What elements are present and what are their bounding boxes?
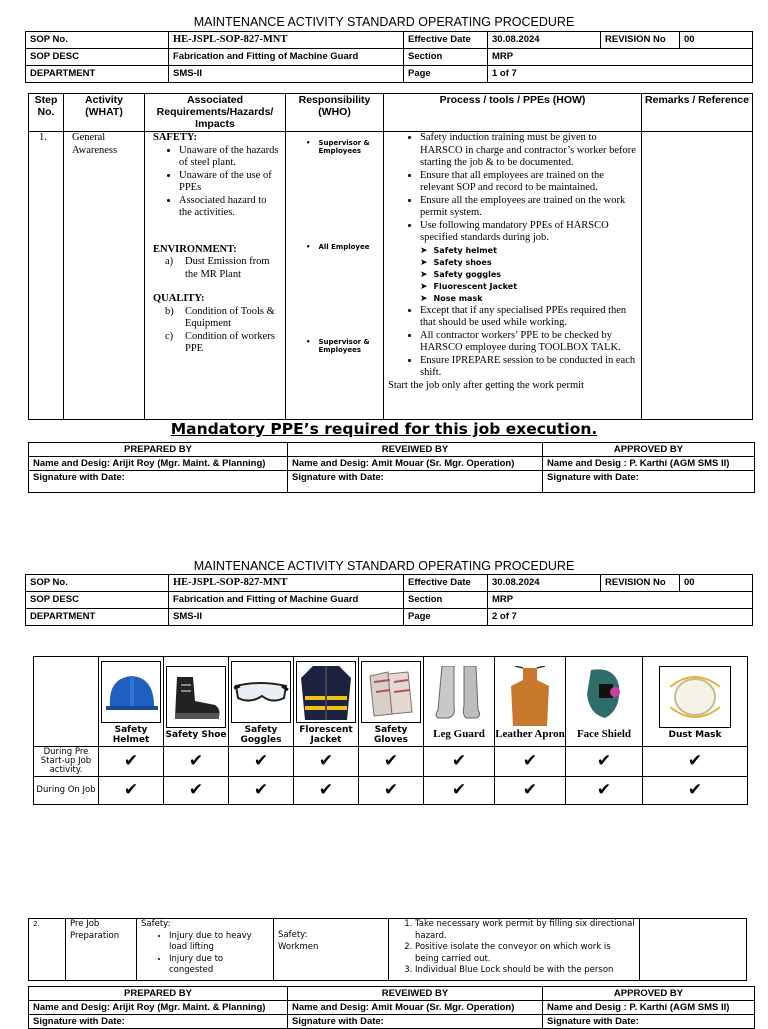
environment-heading: ENVIRONMENT: xyxy=(153,243,237,255)
header-process: Process / tools / PPEs (HOW) xyxy=(384,94,642,132)
safety-heading: SAFETY: xyxy=(153,132,197,143)
env-marker: a) xyxy=(165,256,174,267)
step2-hazard: • Injury due to heavy load lifting xyxy=(169,931,269,954)
header-responsibility: Responsibility (WHO) xyxy=(286,94,384,132)
who-3: Supervisor & Employees xyxy=(318,338,370,354)
check-icon: ✔ xyxy=(123,779,139,800)
header-activity: Activity (WHAT) xyxy=(64,94,145,132)
ppe-label: Safety Shoe xyxy=(165,729,227,740)
header-remarks: Remarks / Reference xyxy=(642,94,753,132)
approved-signature: Signature with Date: xyxy=(543,471,755,493)
safety-gloves-icon xyxy=(361,661,421,723)
effective-label: Effective Date xyxy=(404,32,488,49)
ppe-matrix-table xyxy=(33,656,748,805)
ppe-check-cell xyxy=(99,747,164,777)
approved-by-label: APPROVED BY xyxy=(543,987,755,1001)
ppe-label: Safety Helmet xyxy=(112,724,150,745)
step2-process-item: 3. Individual Blue Lock should be with the person xyxy=(415,965,635,977)
safety-shoe-icon xyxy=(166,666,226,728)
prepared-signature: Signature with Date: xyxy=(29,471,288,493)
ppe-column-gloves xyxy=(359,657,424,747)
prepared-by-label: PREPARED BY xyxy=(29,987,288,1001)
sop-desc-label: SOP DESC xyxy=(26,49,169,66)
quality-marker: c) xyxy=(165,330,174,342)
who-2: All Employee xyxy=(318,243,370,251)
step2-safety-label: Safety: xyxy=(141,919,171,929)
sop-no-value: HE-JSPL-SOP-827-MNT xyxy=(169,32,404,49)
process-item: • Ensure that all employees are trained on the relevant SOP and record to be maintained. xyxy=(420,170,637,195)
process-item: • Safety induction training must be given to HARSCO in charge and contractor’s worker before starting the job & to be documented. xyxy=(420,132,637,170)
process-item: • All contractor workers’ PPE to be checked by HARSCO employee during TOOLBOX TALK. xyxy=(420,330,637,355)
step2-process-cell xyxy=(389,919,640,981)
who-1: Supervisor & Employees xyxy=(318,139,370,155)
section-value: MRP xyxy=(488,49,753,66)
page1-info-table xyxy=(25,31,753,83)
ppe-list-item: ➤ Safety shoes xyxy=(420,257,637,269)
reviewed-by-label: REVEIWED BY xyxy=(288,443,543,457)
ppe-check-cell xyxy=(294,777,359,805)
step2-who xyxy=(274,919,389,981)
step2-process-item: 1. Take necessary work permit by filling six directional hazard. xyxy=(415,919,635,942)
step2-who-text: Safety: Workmen xyxy=(278,930,319,952)
ppe-column-shoe xyxy=(164,657,229,747)
check-icon: ✔ xyxy=(687,750,703,771)
ppe-check-cell xyxy=(229,747,294,777)
ppe-check-cell xyxy=(643,747,748,777)
sop-steps-table xyxy=(28,93,753,420)
check-icon: ✔ xyxy=(253,750,269,771)
check-icon: ✔ xyxy=(383,750,399,771)
revision-value: 00 xyxy=(680,575,753,592)
remarks-cell xyxy=(642,132,753,420)
approved-by-name: Name and Desig : P. Karthi (AGM SMS II) xyxy=(543,1001,755,1015)
ppe-label: Leg Guard xyxy=(433,727,485,740)
prepared-by-name: Name and Desig: Arijit Roy (Mgr. Maint. & Planning) xyxy=(29,1001,288,1015)
quality-item: Condition of Tools & Equipment xyxy=(185,305,275,329)
ppe-check-cell xyxy=(294,747,359,777)
check-icon: ✔ xyxy=(318,750,334,771)
approved-signature: Signature with Date: xyxy=(543,1015,755,1029)
approved-by-label: APPROVED BY xyxy=(543,443,755,457)
safety-goggles-icon xyxy=(231,661,291,723)
check-icon: ✔ xyxy=(451,779,467,800)
reviewed-signature: Signature with Date: xyxy=(288,471,543,493)
check-icon: ✔ xyxy=(123,750,139,771)
ppe-list-item: ➤ Safety helmet xyxy=(420,245,637,257)
effective-label: Effective Date xyxy=(404,575,488,592)
reviewed-by-name: Name and Desig: Amit Mouar (Sr. Mgr. Operation) xyxy=(288,1001,543,1015)
effective-value: 30.08.2024 xyxy=(488,575,601,592)
process-item: • Ensure IPREPARE session to be conducted in each shift. xyxy=(420,355,637,380)
check-icon: ✔ xyxy=(188,750,204,771)
department-value: SMS-II xyxy=(169,66,404,83)
sop-no-label: SOP No. xyxy=(26,32,169,49)
page-label: Page xyxy=(404,609,488,626)
safety-helmet-icon xyxy=(101,661,161,723)
step2-activity: Pre Job Preparation xyxy=(66,919,137,981)
revision-value: 00 xyxy=(680,32,753,49)
responsibility-cell: • Supervisor & Employees • All Employee • Supervisor & Employees xyxy=(286,132,384,420)
check-icon: ✔ xyxy=(596,750,612,771)
revision-label: REVISION No xyxy=(601,32,680,49)
quality-item: Condition of workers PPE xyxy=(185,330,275,354)
ppe-column-goggles xyxy=(229,657,294,747)
ppe-check-cell xyxy=(495,747,566,777)
step2-number: 2. xyxy=(29,919,66,981)
ppe-check-cell xyxy=(164,747,229,777)
ppe-check-cell xyxy=(495,777,566,805)
check-icon: ✔ xyxy=(451,750,467,771)
ppe-check-cell xyxy=(359,747,424,777)
quality-heading: QUALITY: xyxy=(153,293,205,304)
reviewed-by-label: REVEIWED BY xyxy=(288,987,543,1001)
check-icon: ✔ xyxy=(596,779,612,800)
process-cell xyxy=(384,132,642,420)
page-value: 1 of 7 xyxy=(488,66,753,83)
check-icon: ✔ xyxy=(383,779,399,800)
approved-by-name: Name and Desig : P. Karthi (AGM SMS II) xyxy=(543,457,755,471)
ppe-label: Leather Apron xyxy=(495,727,565,740)
check-icon: ✔ xyxy=(253,779,269,800)
env-item: Dust Emission from the MR Plant xyxy=(185,256,270,280)
ppe-check-cell xyxy=(424,747,495,777)
safety-item: • Unaware of the hazards of steel plant. xyxy=(179,145,281,170)
effective-value: 30.08.2024 xyxy=(488,32,601,49)
page2-signature-table xyxy=(28,986,755,1029)
ppe-label: Safety Gloves xyxy=(374,724,408,745)
ppe-check-cell xyxy=(566,747,643,777)
safety-item: • Unaware of the use of PPEs xyxy=(179,170,281,195)
ppe-column-apron xyxy=(495,657,566,747)
leather-apron-icon xyxy=(501,666,559,726)
page1-signature-table xyxy=(28,442,755,493)
ppe-label: Dust Mask xyxy=(668,729,722,740)
step-activity: General Awareness xyxy=(64,132,145,420)
revision-label: REVISION No xyxy=(601,575,680,592)
step2-hazards-cell xyxy=(137,919,274,981)
page2-info-table xyxy=(25,574,753,626)
sop-no-label: SOP No. xyxy=(26,575,169,592)
sop-desc-label: SOP DESC xyxy=(26,592,169,609)
ppe-column-face-shield xyxy=(566,657,643,747)
ppe-column-dust-mask xyxy=(643,657,748,747)
process-item: • Except that if any specialised PPEs required then that should be used while working. xyxy=(420,305,637,330)
page1-title: MAINTENANCE ACTIVITY STANDARD OPERATING PROCEDURE xyxy=(193,15,575,29)
ppe-check-cell xyxy=(99,777,164,805)
sop-desc-value: Fabrication and Fitting of Machine Guard xyxy=(169,49,404,66)
ppe-list-item: ➤ Fluorescent Jacket xyxy=(420,281,637,293)
face-shield-icon xyxy=(575,666,633,726)
ppe-list-item: ➤ Safety goggles xyxy=(420,269,637,281)
step2-hazard: • Injury due to congested xyxy=(169,954,269,977)
ppe-column-leg-guard xyxy=(424,657,495,747)
ppe-check-cell xyxy=(643,777,748,805)
process-item: • Ensure all the employees are trained on the work permit system. xyxy=(420,195,637,220)
sop-no-value: HE-JSPL-SOP-827-MNT xyxy=(169,575,404,592)
reviewed-by-name: Name and Desig: Amit Mouar (Sr. Mgr. Operation) xyxy=(288,457,543,471)
ppe-label: Florescent Jacket xyxy=(299,724,353,745)
ppe-check-cell xyxy=(164,777,229,805)
fluorescent-jacket-icon xyxy=(296,661,356,723)
dust-mask-icon xyxy=(659,666,731,728)
process-item: • Use following mandatory PPEs of HARSCO specified standards during job. xyxy=(420,220,637,245)
section-label: Section xyxy=(404,592,488,609)
sop-desc-value: Fabrication and Fitting of Machine Guard xyxy=(169,592,404,609)
ppe-check-cell xyxy=(229,777,294,805)
page-value: 2 of 7 xyxy=(488,609,753,626)
ppe-label: Safety Goggles xyxy=(240,724,282,745)
prepared-by-name: Name and Desig: Arijit Roy (Mgr. Maint. & Planning) xyxy=(29,457,288,471)
section-value: MRP xyxy=(488,592,753,609)
ppe-column-helmet xyxy=(99,657,164,747)
ppe-corner-cell xyxy=(34,657,99,747)
prepared-by-label: PREPARED BY xyxy=(29,443,288,457)
reviewed-signature: Signature with Date: xyxy=(288,1015,543,1029)
ppe-row-label: During Pre Start-up Job activity. xyxy=(34,747,99,777)
ppe-row-label: During On Job xyxy=(34,777,99,805)
ppe-column-jacket xyxy=(294,657,359,747)
ppe-check-cell xyxy=(424,777,495,805)
requirements-cell xyxy=(145,132,286,420)
department-label: DEPARTMENT xyxy=(26,66,169,83)
header-requirements: Associated Requirements/Hazards/ Impacts xyxy=(145,94,286,132)
ppe-label: Face Shield xyxy=(576,727,632,740)
step2-remarks xyxy=(640,919,747,981)
safety-item: • Associated hazard to the activities. xyxy=(179,195,281,220)
department-value: SMS-II xyxy=(169,609,404,626)
step-number: 1. xyxy=(29,132,64,420)
department-label: DEPARTMENT xyxy=(26,609,169,626)
header-step: Step No. xyxy=(29,94,64,132)
step2-table xyxy=(28,918,747,981)
ppe-check-cell xyxy=(359,777,424,805)
check-icon: ✔ xyxy=(318,779,334,800)
quality-marker: b) xyxy=(165,305,174,317)
page2-title: MAINTENANCE ACTIVITY STANDARD OPERATING PROCEDURE xyxy=(193,559,575,573)
check-icon: ✔ xyxy=(687,779,703,800)
leg-guard-icon xyxy=(430,666,488,726)
check-icon: ✔ xyxy=(522,779,538,800)
check-icon: ✔ xyxy=(188,779,204,800)
mandatory-ppe-heading: Mandatory PPE’s required for this job execution. xyxy=(170,420,598,438)
section-label: Section xyxy=(404,49,488,66)
step2-process-item: 2. Positive isolate the conveyor on which work is being carried out. xyxy=(415,942,635,965)
page-label: Page xyxy=(404,66,488,83)
ppe-list-item: ➤ Nose mask xyxy=(420,293,637,305)
ppe-check-cell xyxy=(566,777,643,805)
prepared-signature: Signature with Date: xyxy=(29,1015,288,1029)
process-footer: Start the job only after getting the work permit xyxy=(388,379,584,391)
check-icon: ✔ xyxy=(522,750,538,771)
